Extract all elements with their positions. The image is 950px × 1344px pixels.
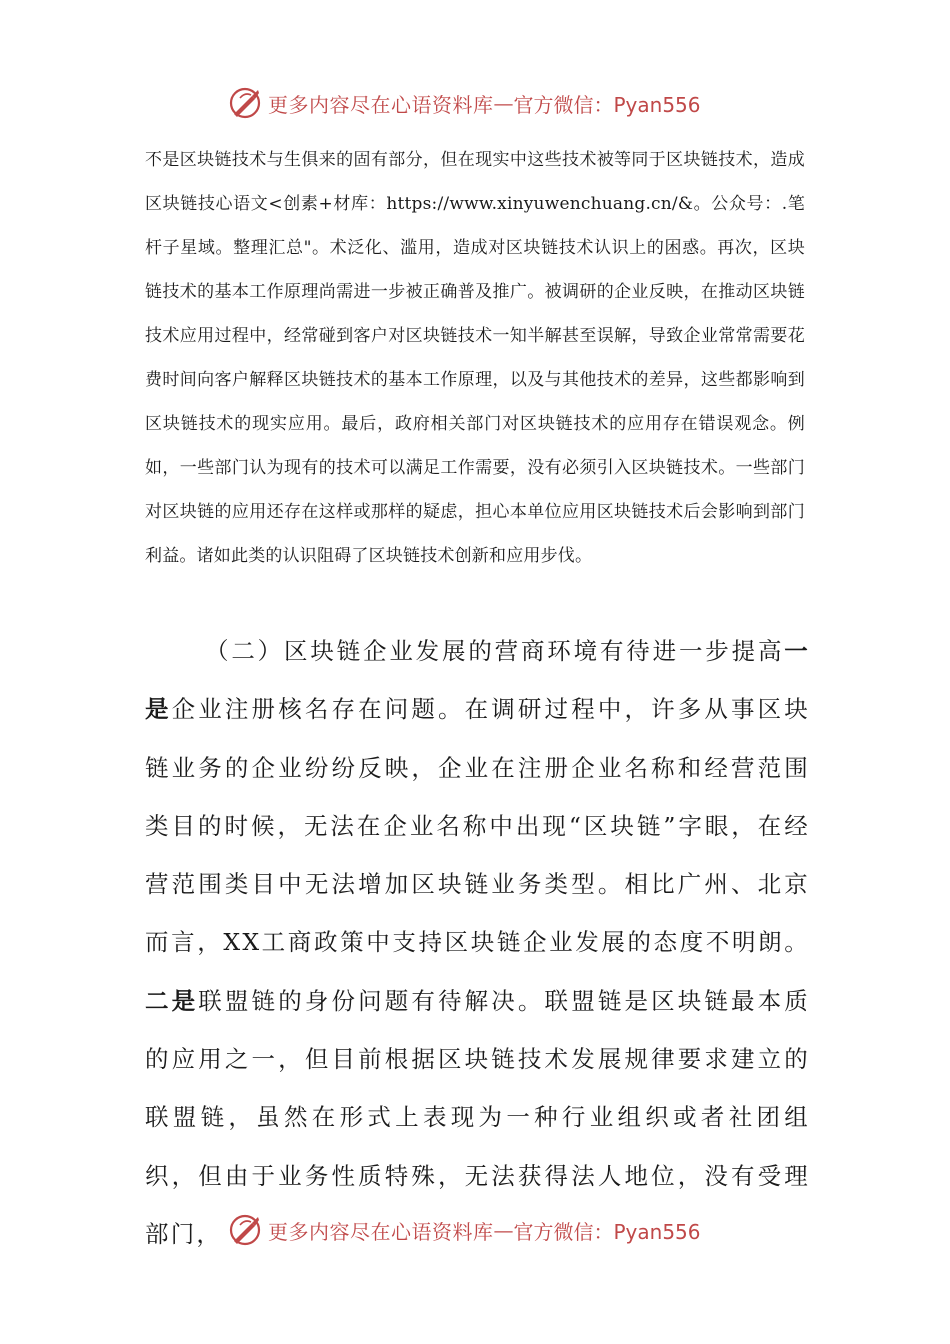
item-two-label: 二是 xyxy=(145,986,199,1015)
pen-logo-icon xyxy=(228,1213,262,1247)
banner-brand-text: 更多内容尽在心语资料库 xyxy=(268,1219,494,1244)
item-one-label: 一是 xyxy=(145,637,810,724)
banner-brand-text: 更多内容尽在心语资料库 xyxy=(268,92,494,117)
section-content xyxy=(145,622,810,1263)
banner-separator: — xyxy=(493,1218,514,1242)
section-heading: （二）区块链企业发展的营商环境有待进一步提高 xyxy=(205,637,785,665)
body-paragraph-section xyxy=(145,138,805,578)
body-paragraph: 不是区块链技术与生俱来的固有部分，但在现实中这些技术被等同于区块链技术，造成区块链技心语文<创素+材库：https://www.xinyuwenchuang.cn/&。公众号：.笔杆子星域。整理汇总"。术泛化、滥用，造成对区块链技术认识上的困惑。再次，区块链技术的基本工作原理尚需进一步被正确普及推广。被调研的企业反映，在推动区块链技术应用过程中，经常碰到客户对区块链技术一知半解甚至误解，导致企业常常需要花费时间向客户解释区块链技术的基本工作原理，以及与其他技术的差异，这些都影响到区块链技术的现实应用。最后，政府相关部门对区块链技术的应用存在错误观念。例如，一些部门认为现有的技术可以满足工作需要，没有必须引入区块链技术。一些部门对区块链的应用还存在这样或那样的疑虑，担心本单位应用区块链技术后会影响到部门利益。诸如此类的认识阻碍了区块链技术创新和应用步伐。 xyxy=(145,150,805,566)
section-two xyxy=(145,622,810,1263)
item-two-text: 联盟链的身份问题有待解决。联盟链是区块链最本质的应用之一，但目前根据区块链技术发展规律要求建立的联盟链，虽然在形式上表现为一种行业组织或者社团组织，但由于业务性质特殊，无法获得法人地位，没有受理部门， xyxy=(145,986,810,1248)
banner-wechat-text: 官方微信：Pyan556 xyxy=(513,1219,701,1244)
pen-logo-icon xyxy=(228,86,262,120)
banner-wechat-text: 官方微信：Pyan556 xyxy=(513,92,701,117)
footer-banner xyxy=(228,1212,701,1248)
header-banner xyxy=(228,85,701,121)
item-one-text: 企业注册核名存在问题。在调研过程中，许多从事区块链业务的企业纷纷反映，企业在注册企业名称和经营范围类目的时候，无法在企业名称中出现“区块链”字眼，在经营范围类目中无法增加区块链业务类型。相比广州、北京而言，XX工商政策中支持区块链企业发展的态度不明朗。 xyxy=(145,695,810,957)
banner-separator: — xyxy=(493,91,514,115)
